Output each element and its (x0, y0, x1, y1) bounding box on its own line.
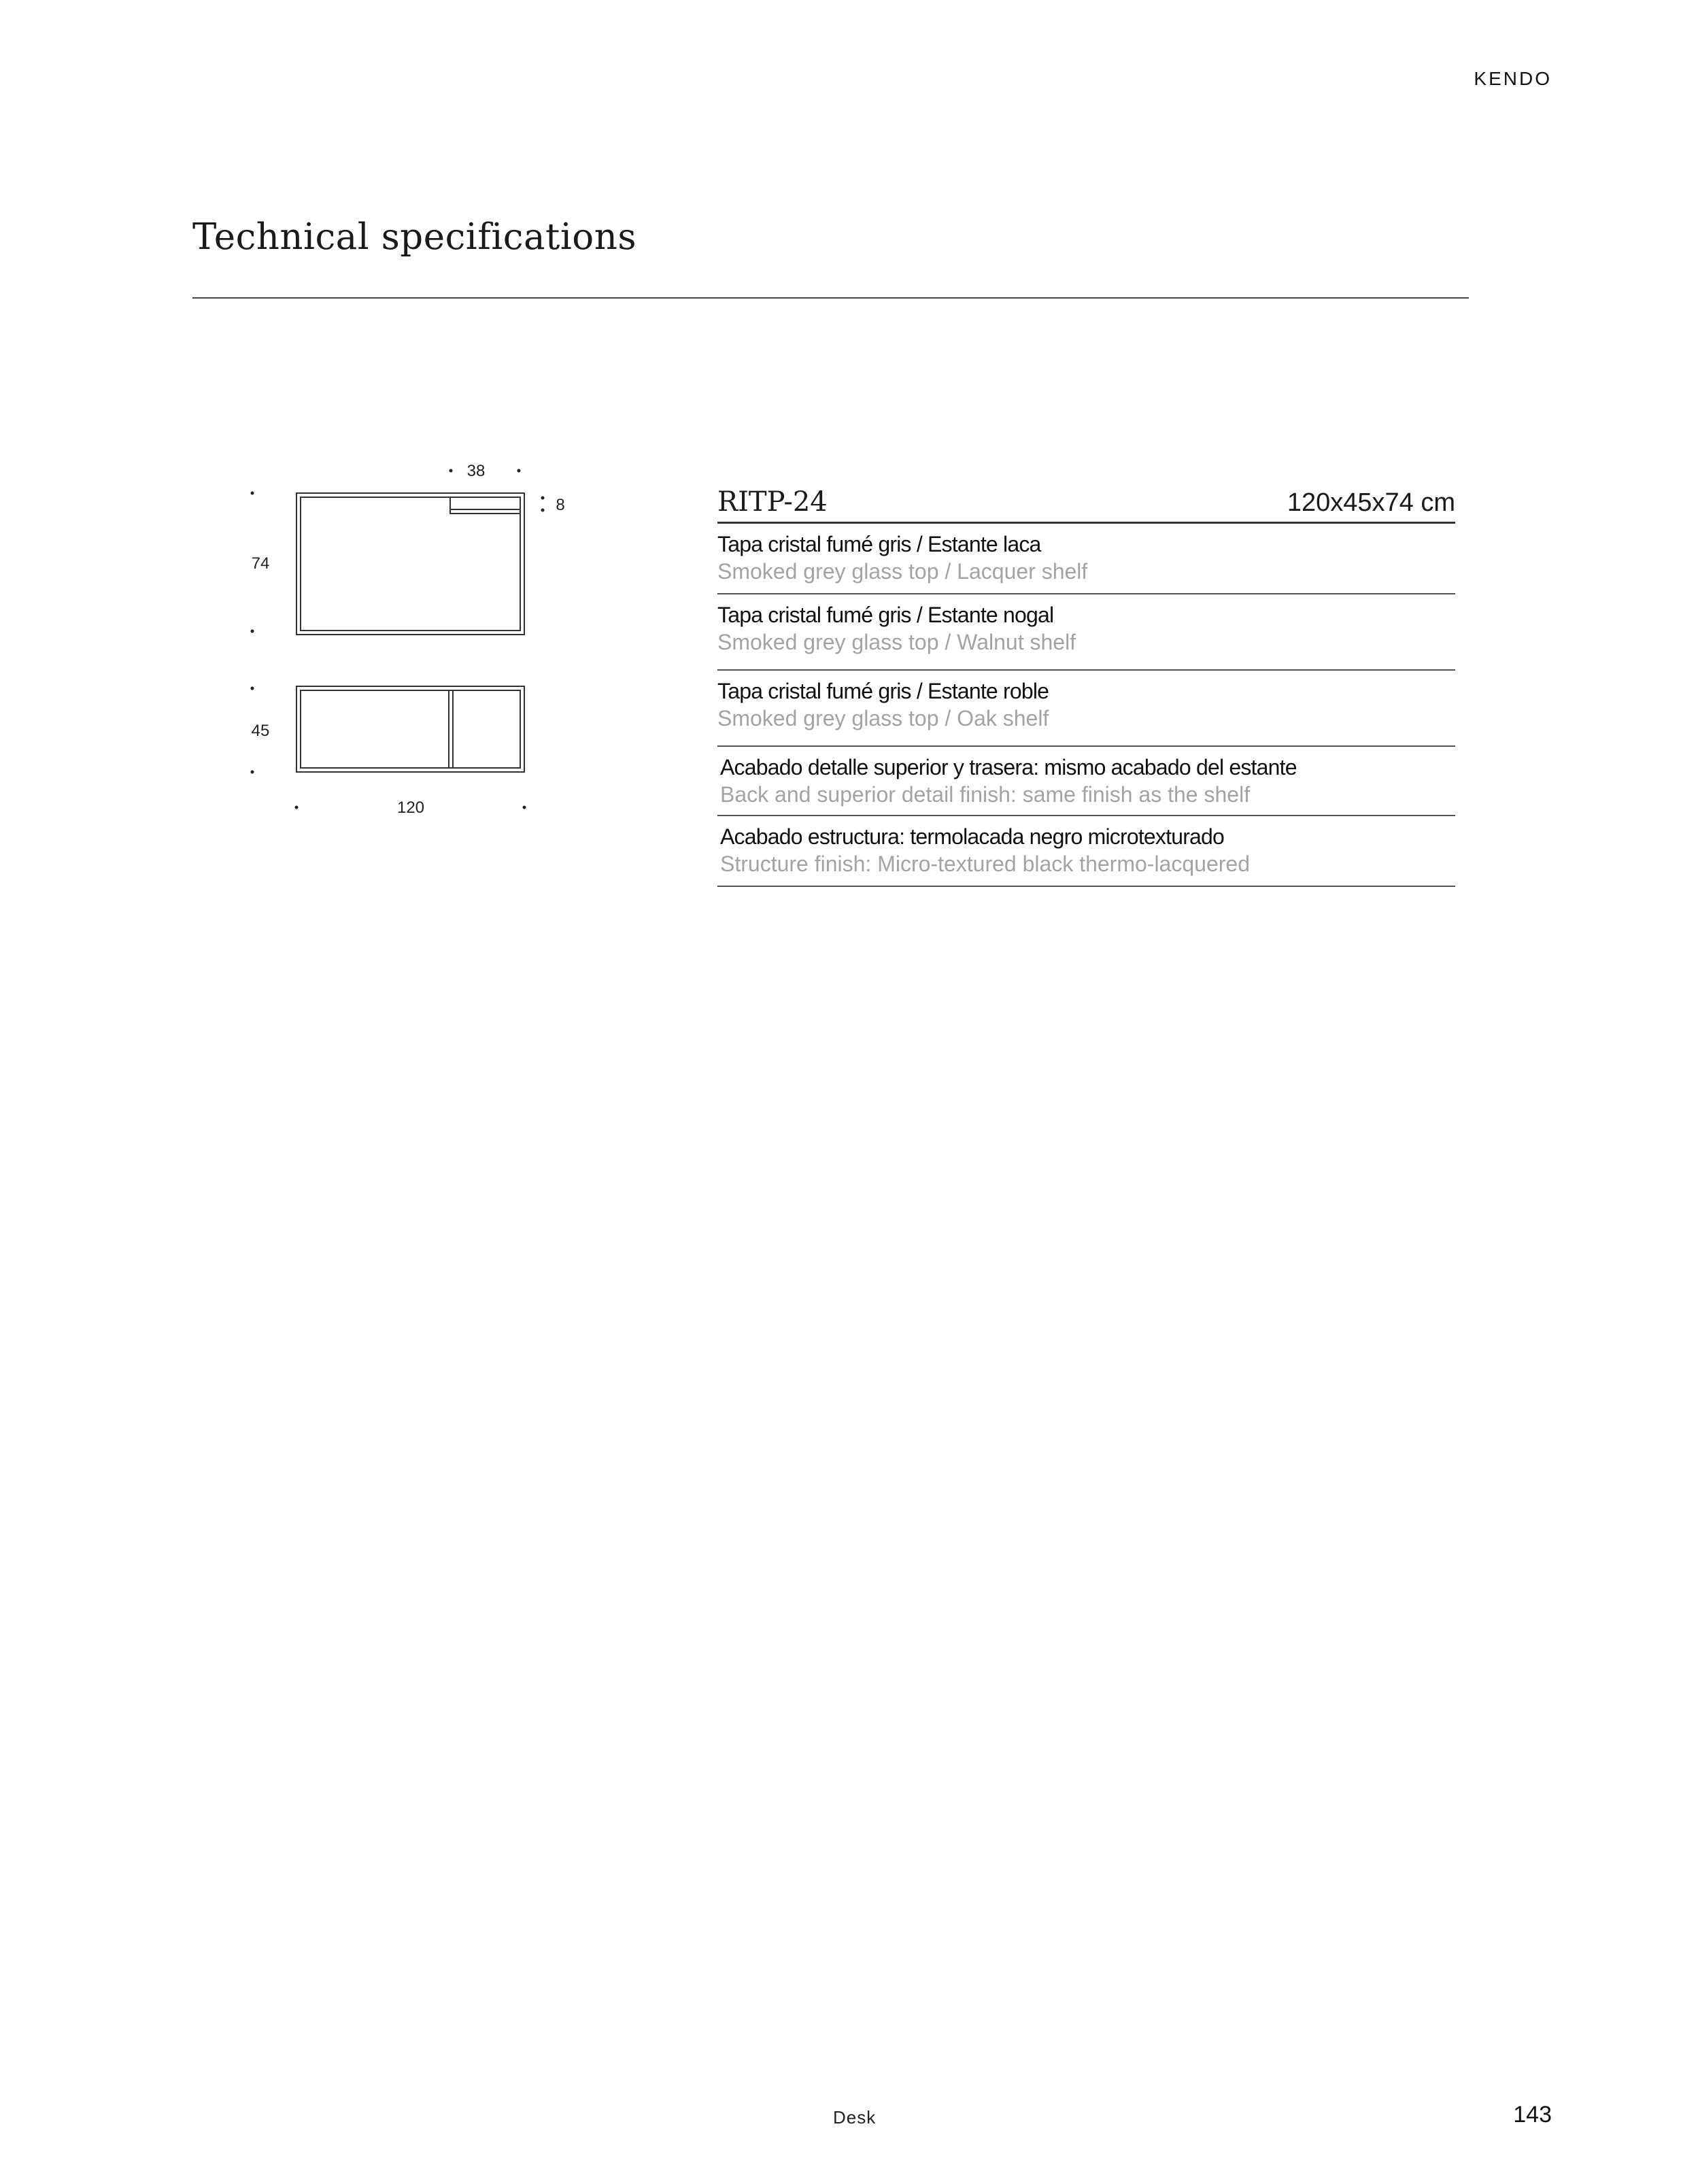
dimension-top-height: 8 (556, 496, 565, 514)
spec-row-english: Smoked grey glass top / Walnut shelf (717, 630, 1076, 654)
spec-row-spanish: Tapa cristal fumé gris / Estante roble (717, 679, 1049, 703)
model-dimensions: 120x45x74 cm (1287, 488, 1455, 517)
dimension-height: 74 (251, 554, 270, 573)
plan-view (296, 686, 524, 772)
dimension-top-width: 38 (466, 462, 486, 480)
footer-section-label: Desk (833, 2107, 877, 2128)
spec-row-english: Smoked grey glass top / Oak shelf (717, 706, 1049, 730)
page-title: Technical specifications (192, 216, 637, 258)
spec-row (717, 524, 1455, 594)
spec-row-spanish: Acabado detalle superior y trasera: mismo acabado del estante (720, 755, 1297, 779)
spec-header (717, 486, 1455, 524)
spec-row (717, 747, 1455, 816)
spec-row-spanish: Acabado estructura: termolacada negro microtexturado (720, 824, 1225, 849)
spec-table (717, 486, 1455, 887)
page-number: 143 (1513, 2102, 1552, 2128)
spec-row (717, 594, 1455, 671)
model-code: RITP-24 (717, 486, 828, 518)
dimension-width: 120 (396, 799, 425, 817)
spec-row (717, 816, 1455, 887)
brand-logo: KENDO (1474, 68, 1552, 89)
front-elevation (296, 493, 524, 635)
dimension-markers (251, 469, 545, 809)
product-technical-drawing (238, 456, 592, 837)
spec-row-english: Structure finish: Micro-textured black thermo-lacquered (720, 852, 1250, 876)
title-divider (192, 297, 1469, 299)
spec-row-english: Back and superior detail finish: same finish as the shelf (720, 782, 1251, 807)
spec-row-spanish: Tapa cristal fumé gris / Estante nogal (717, 603, 1054, 627)
dimension-depth: 45 (251, 722, 270, 740)
spec-row-spanish: Tapa cristal fumé gris / Estante laca (717, 532, 1041, 556)
spec-row-english: Smoked grey glass top / Lacquer shelf (717, 559, 1088, 584)
spec-row (717, 671, 1455, 747)
